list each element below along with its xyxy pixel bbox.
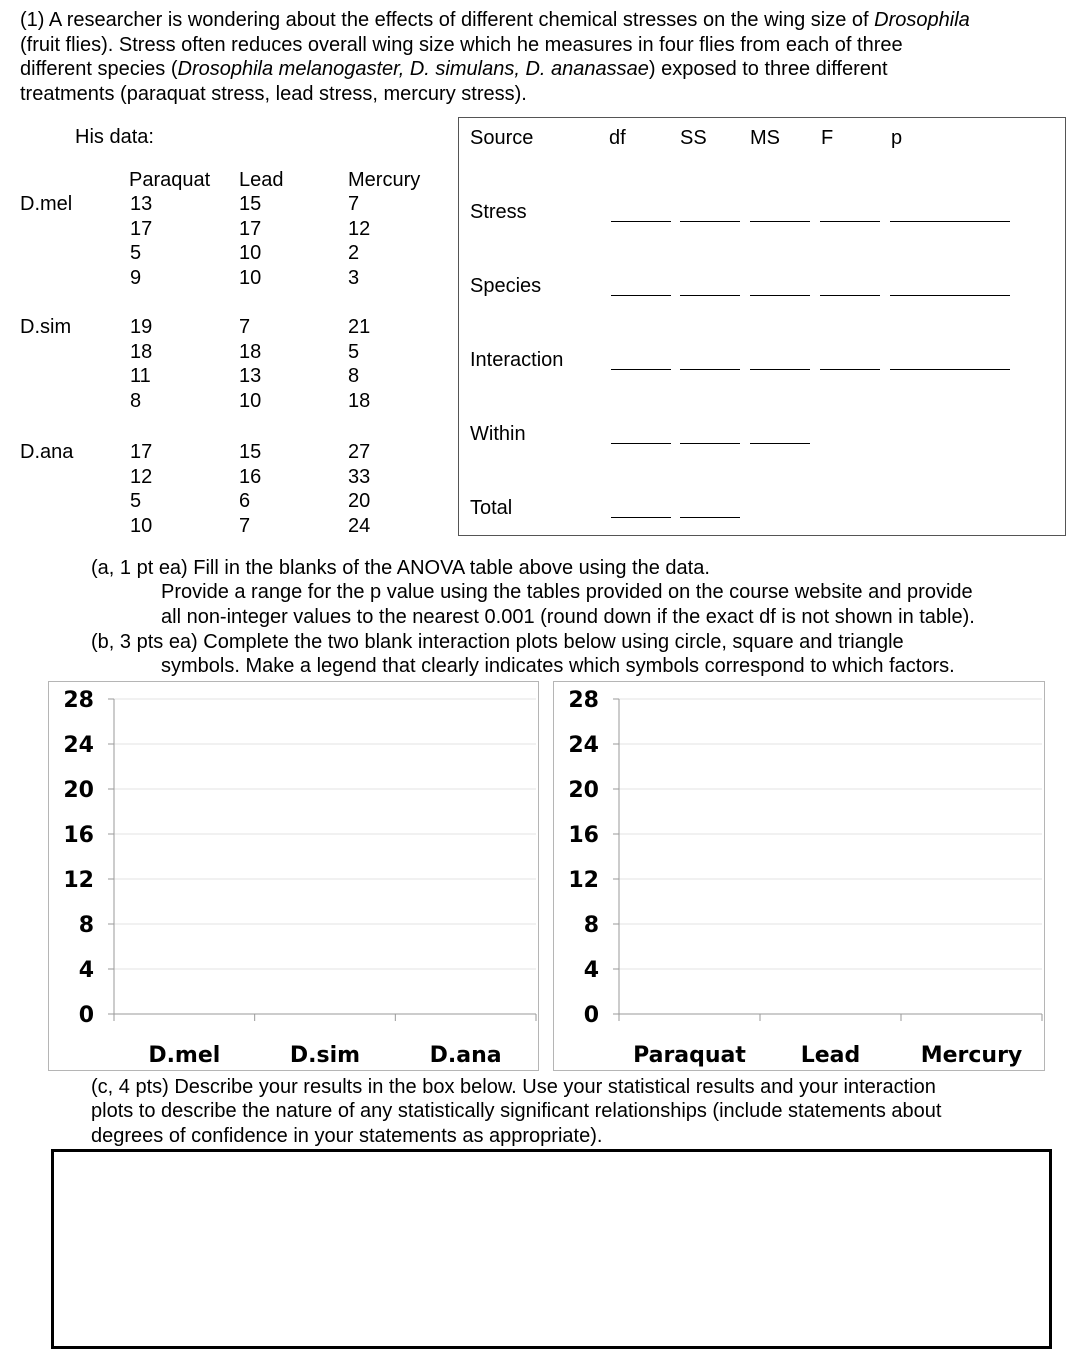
blank-species-df[interactable]: [611, 295, 671, 296]
data-cell-lead: 16: [239, 465, 262, 488]
x-category-label: D.sim: [289, 1043, 361, 1068]
y-tick-label: 16: [568, 823, 599, 848]
data-cell-lead: 15: [239, 193, 262, 215]
blank-interaction-df[interactable]: [611, 369, 671, 370]
blank-species-ms[interactable]: [750, 295, 810, 296]
anova-row-stress: Stress: [470, 201, 527, 223]
anova-table: [458, 117, 1066, 536]
anova-row-total: Total: [470, 497, 513, 519]
data-heading: His data:: [75, 126, 154, 148]
question-c-line-2: plots to describe the nature of any statistically significant relationships (include statements about: [91, 1100, 942, 1122]
intro-species-list: Drosophila melanogaster, D. simulans, D. ananassae: [177, 58, 649, 80]
y-tick-label: 20: [568, 778, 599, 803]
plot-canvas-stress: [554, 682, 1046, 1072]
question-b-line-1: (b, 3 pts ea) Complete the two blank interaction plots below using circle, square and triangle: [91, 631, 904, 653]
anova-row-species: Species: [470, 275, 542, 297]
y-tick-label: 12: [63, 868, 94, 893]
anova-row-interaction: Interaction: [470, 349, 564, 371]
data-cell-lead: 10: [239, 389, 262, 412]
y-tick-label: 20: [63, 778, 94, 803]
data-cell-paraquat: 5: [130, 490, 142, 513]
question-c-line-1: (c, 4 pts) Describe your results in the box below. Use your statistical results and your interaction: [91, 1076, 936, 1098]
answer-box[interactable]: [51, 1149, 1052, 1349]
data-cell-lead: 15: [239, 441, 262, 463]
y-tick-label: 24: [568, 733, 599, 758]
intro-line-2: (fruit flies). Stress often reduces overall wing size which he measures in four flies from each of three: [20, 33, 903, 56]
blank-within-ss[interactable]: [680, 443, 740, 444]
data-cell-lead: 7: [239, 514, 251, 537]
intro-line-3-post: ) exposed to three different: [648, 58, 888, 80]
x-category-label: D.mel: [148, 1043, 221, 1068]
question-a-line-2: Provide a range for the p value using the tables provided on the course website and provide: [161, 581, 973, 603]
question-a-line-1: (a, 1 pt ea) Fill in the blanks of the ANOVA table above using the data.: [91, 557, 710, 579]
anova-header-ms: MS: [750, 127, 780, 149]
anova-row-within: Within: [470, 423, 526, 445]
blank-interaction-ms[interactable]: [750, 369, 810, 370]
interaction-plot-stress[interactable]: [553, 681, 1045, 1071]
data-cell-lead: 6: [239, 490, 251, 513]
data-cell-lead: 10: [239, 242, 262, 265]
data-cell-paraquat: 12: [130, 465, 153, 488]
question-b-line-2: symbols. Make a legend that clearly indicates which symbols correspond to which factors.: [161, 655, 955, 677]
blank-within-ms[interactable]: [750, 443, 810, 444]
data-cell-lead: 13: [239, 365, 262, 388]
blank-species-f[interactable]: [820, 295, 880, 296]
data-cell-paraquat: 9: [130, 266, 142, 289]
data-cell-lead: 18: [239, 340, 262, 363]
blank-stress-ms[interactable]: [750, 221, 810, 222]
blank-stress-f[interactable]: [820, 221, 880, 222]
intro-line-3-pre: different species (: [20, 58, 178, 80]
question-a-line-3: all non-integer values to the nearest 0.001 (round down if the exact df is not shown in table).: [161, 606, 975, 628]
data-cell-mercury: 20: [348, 490, 371, 513]
blank-within-df[interactable]: [611, 443, 671, 444]
y-tick-label: 28: [63, 688, 94, 713]
x-category-label: Paraquat: [633, 1043, 746, 1068]
data-cell-paraquat: 17: [130, 217, 153, 240]
intro-line-4: treatments (paraquat stress, lead stress, mercury stress).: [20, 82, 527, 105]
data-cell-paraquat: 18: [130, 340, 153, 363]
blank-stress-p[interactable]: [890, 221, 1010, 222]
data-cell-mercury: 7: [348, 193, 360, 215]
species-label: D.ana: [20, 441, 74, 463]
x-category-label: Mercury: [920, 1043, 1023, 1068]
blank-interaction-ss[interactable]: [680, 369, 740, 370]
y-tick-label: 12: [568, 868, 599, 893]
blank-stress-ss[interactable]: [680, 221, 740, 222]
data-cell-mercury: 21: [348, 316, 371, 338]
x-category-label: Lead: [800, 1043, 861, 1068]
col-header-lead: Lead: [239, 169, 284, 191]
y-tick-label: 8: [78, 913, 94, 938]
x-category-label: D.ana: [429, 1043, 502, 1068]
species-label: D.sim: [20, 316, 72, 338]
col-header-mercury: Mercury: [348, 169, 421, 191]
data-cell-mercury: 18: [348, 389, 371, 412]
interaction-plot-species[interactable]: [48, 681, 539, 1071]
problem-intro: [20, 8, 1070, 106]
intro-genus: Drosophila: [874, 9, 970, 31]
y-tick-label: 4: [583, 958, 599, 983]
data-cell-mercury: 24: [348, 514, 371, 537]
plot-canvas-species: [49, 682, 540, 1072]
species-label: D.mel: [20, 193, 73, 215]
anova-header-p: p: [891, 127, 903, 149]
data-cell-mercury: 8: [348, 365, 360, 388]
intro-line-1: (1) A researcher is wondering about the effects of different chemical stresses on the wing size of: [20, 9, 875, 31]
data-cell-mercury: 5: [348, 340, 360, 363]
data-cell-paraquat: 5: [130, 242, 142, 265]
y-tick-label: 0: [78, 1003, 94, 1028]
y-tick-label: 16: [63, 823, 94, 848]
data-cell-lead: 10: [239, 266, 262, 289]
blank-stress-df[interactable]: [611, 221, 671, 222]
data-cell-paraquat: 11: [130, 365, 151, 388]
blank-total-ss[interactable]: [680, 517, 740, 518]
blank-interaction-p[interactable]: [890, 369, 1010, 370]
data-cell-lead: 17: [239, 217, 262, 240]
y-tick-label: 0: [583, 1003, 599, 1028]
data-cell-mercury: 33: [348, 465, 371, 488]
anova-header-f: F: [821, 127, 834, 149]
data-cell-paraquat: 10: [130, 514, 153, 537]
data-cell-mercury: 12: [348, 217, 371, 240]
y-tick-label: 8: [583, 913, 599, 938]
data-cell-mercury: 27: [348, 441, 371, 463]
blank-total-df[interactable]: [611, 517, 671, 518]
data-cell-paraquat: 8: [130, 389, 142, 412]
col-header-paraquat: Paraquat: [129, 169, 211, 191]
y-tick-label: 24: [63, 733, 94, 758]
data-cell-mercury: 2: [348, 242, 360, 265]
blank-interaction-f[interactable]: [820, 369, 880, 370]
anova-header-df: df: [609, 127, 626, 149]
blank-species-p[interactable]: [890, 295, 1010, 296]
y-tick-label: 4: [78, 958, 94, 983]
data-cell-paraquat: 17: [130, 441, 153, 463]
anova-header-ss: SS: [680, 127, 707, 149]
data-cell-lead: 7: [239, 316, 251, 338]
data-cell-paraquat: 19: [130, 316, 153, 338]
blank-species-ss[interactable]: [680, 295, 740, 296]
data-cell-paraquat: 13: [130, 193, 153, 215]
anova-header-source: Source: [470, 127, 534, 149]
question-c-line-3: degrees of confidence in your statements as appropriate).: [91, 1124, 602, 1150]
y-tick-label: 28: [568, 688, 599, 713]
data-cell-mercury: 3: [348, 266, 360, 289]
